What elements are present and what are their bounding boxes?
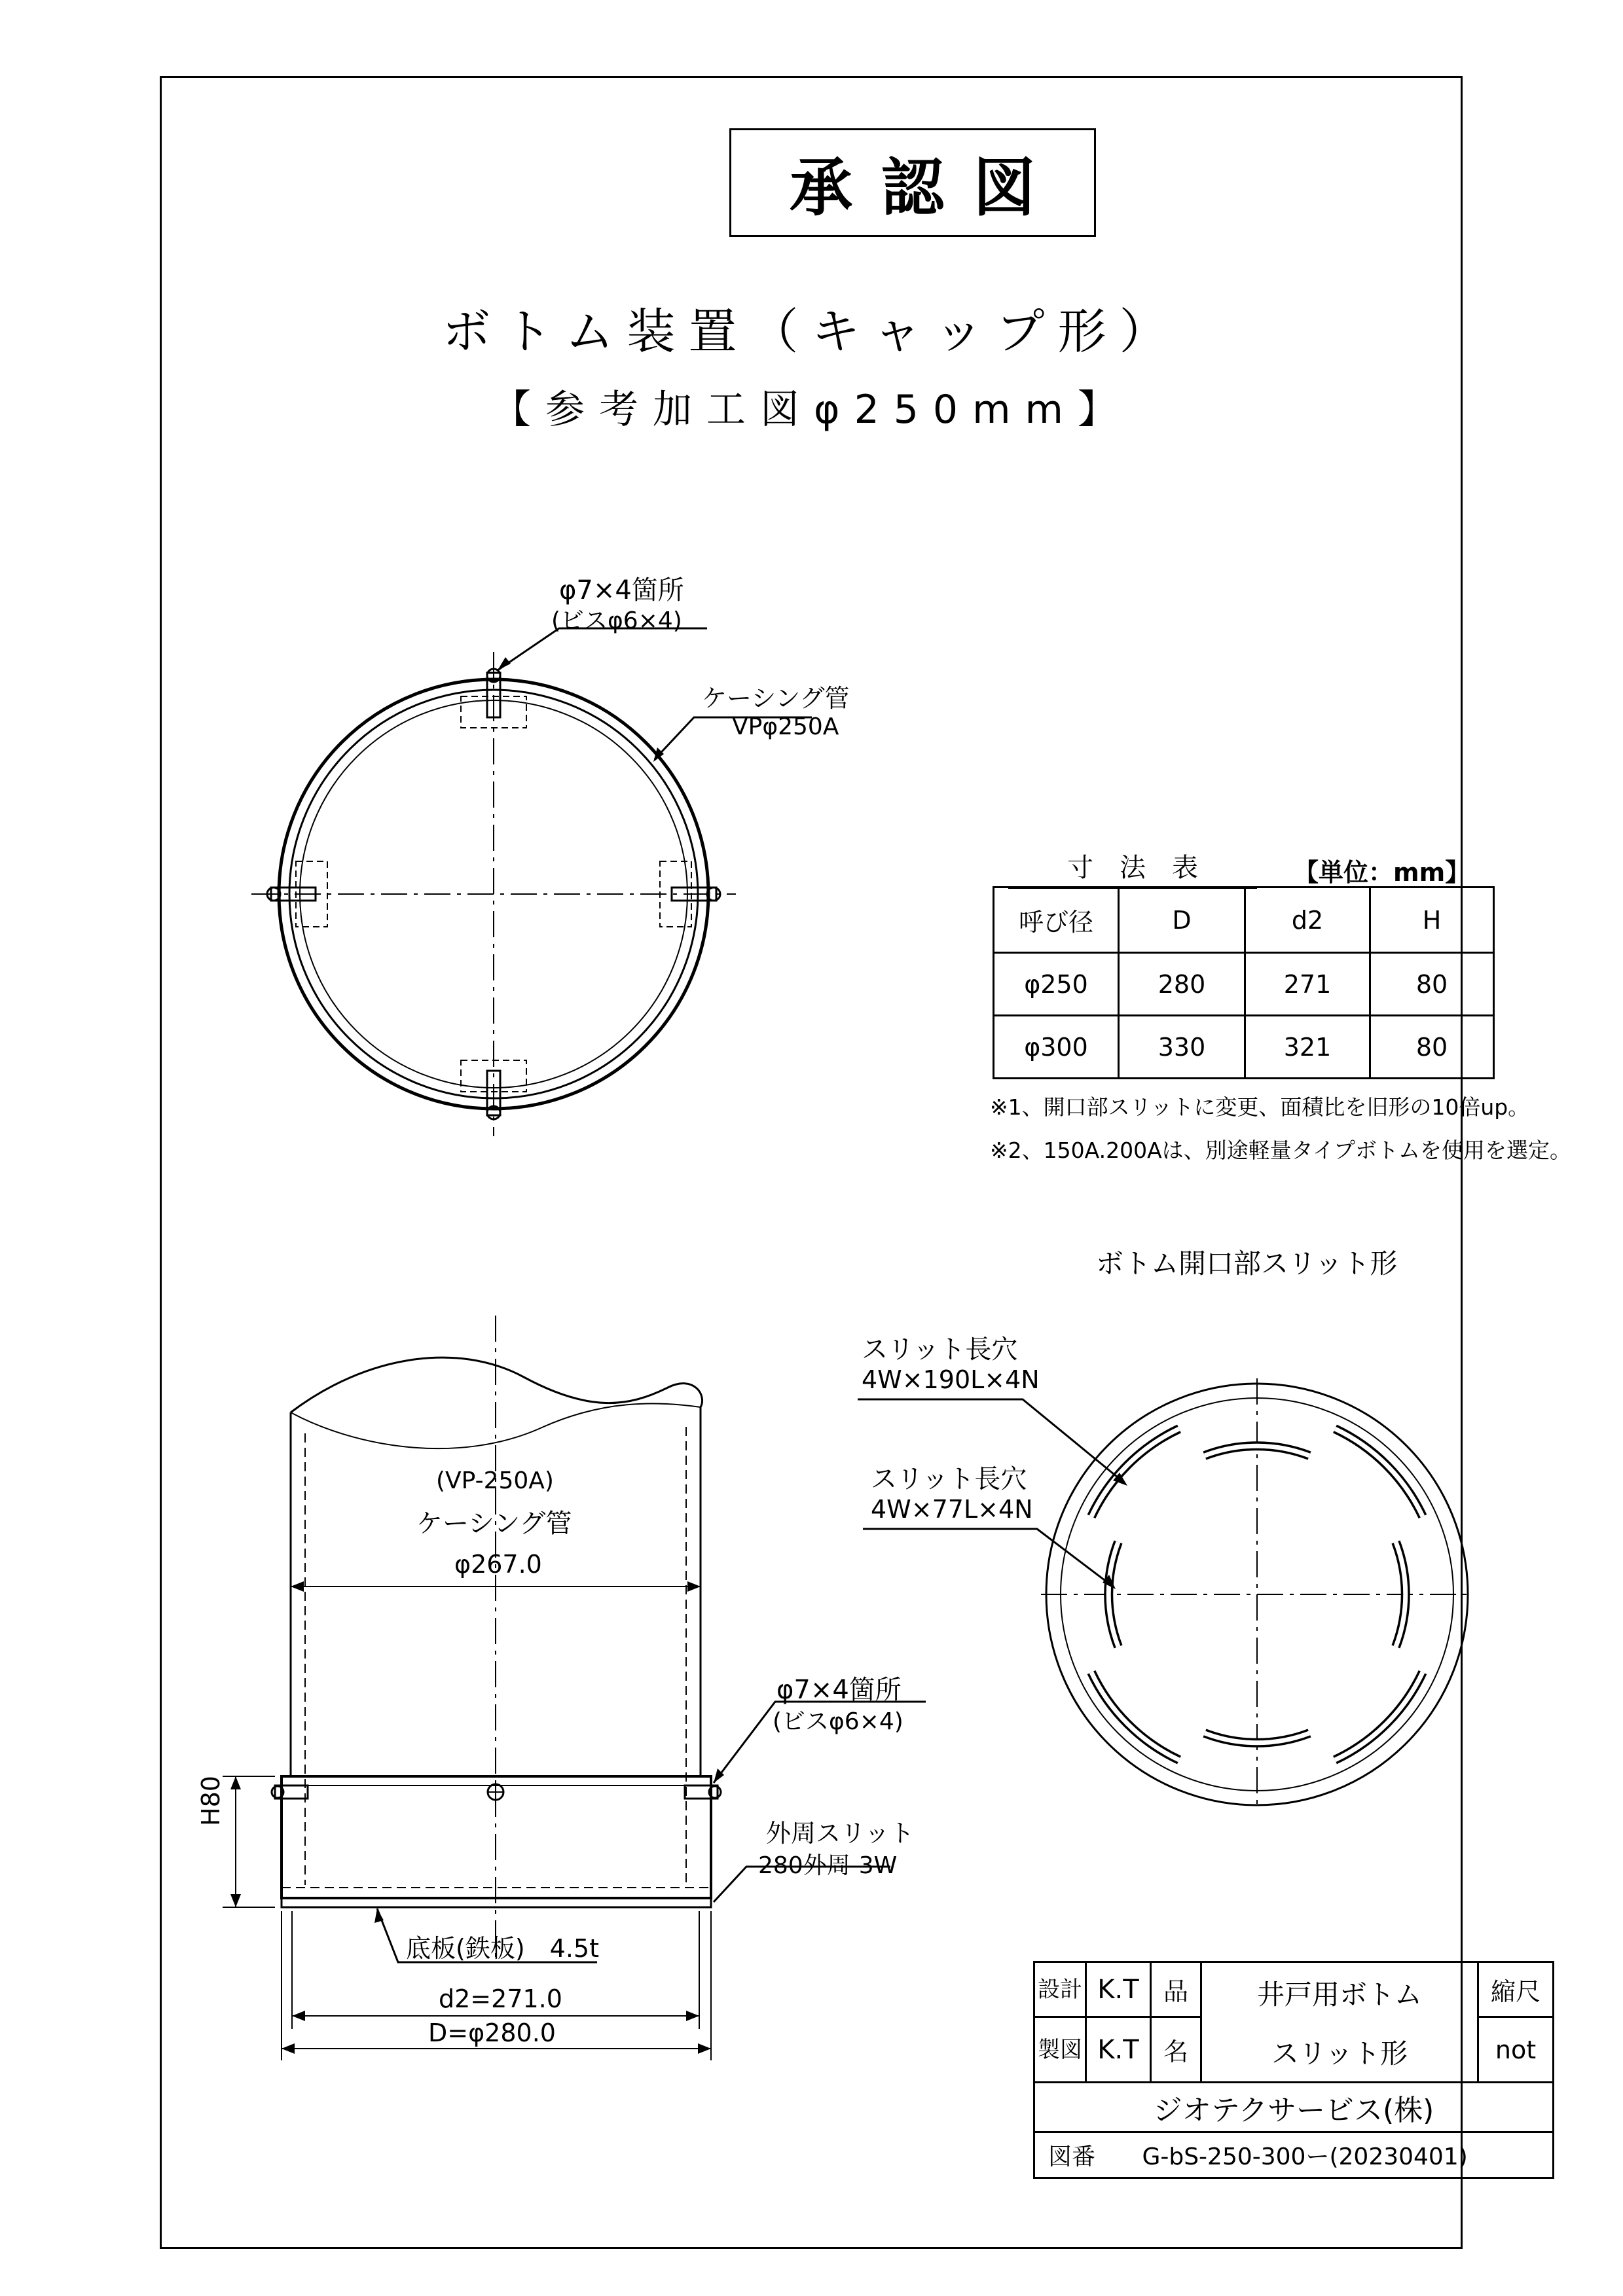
slit-short-size: 4W×77L×4N (871, 1495, 1033, 1524)
col-d2: d2 (1245, 888, 1370, 953)
col-H: H (1370, 888, 1494, 953)
product-name (1201, 1962, 1478, 2083)
bottom-view-title: ボトム開口部スリット形 (1096, 1247, 1398, 1280)
table-cell: φ300 (994, 1016, 1119, 1079)
drawing-no: G-bS-250-300ー(20230401) (1142, 2144, 1468, 2170)
table-cell: 80 (1370, 953, 1494, 1016)
drawn-label: 製図 (1034, 2017, 1086, 2083)
approval-stamp-title: 承認図 (729, 128, 1096, 237)
table-cell: 321 (1245, 1016, 1370, 1079)
drawing-subtitle: 【参考加工図φ250mm】 (492, 387, 1131, 433)
design-by: K.T (1086, 1962, 1151, 2017)
top-casing-label: ケーシング管 (702, 684, 850, 713)
design-label: 設計 (1034, 1962, 1086, 2017)
d2-dimension: d2=271.0 (439, 1984, 562, 2013)
col-D: D (1119, 888, 1245, 953)
top-screw-callout: (ビスφ6×4) (551, 607, 682, 634)
note-1: ※1、開口部スリットに変更、面積比を旧形の10倍up。 (990, 1094, 1530, 1120)
slit-long-size: 4W×190L×4N (862, 1365, 1040, 1394)
col-nominal: 呼び径 (994, 888, 1119, 953)
dimension-table-heading: 寸 法 表 (1008, 847, 1257, 889)
slit-long-label: スリット長穴 (862, 1335, 1018, 1365)
D-dimension: D=φ280.0 (428, 2018, 556, 2047)
product-label-2: 名 (1151, 2017, 1201, 2083)
outer-slit-spec: 280外周-3W (758, 1852, 898, 1879)
table-cell: φ250 (994, 953, 1119, 1016)
drawing-title: ボトム装置（キャップ形） (442, 304, 1181, 360)
side-pipe-diameter: φ267.0 (454, 1550, 542, 1579)
top-casing-size: VPφ250A (732, 713, 839, 740)
top-hole-callout: φ7×4箇所 (559, 575, 684, 605)
dimension-table-unit: 【単位：mm】 (1294, 858, 1470, 887)
table-cell: 280 (1119, 953, 1245, 1016)
bottom-plate-label: 底板(鉄板) 4.5t (406, 1934, 599, 1963)
title-block (1033, 1961, 1554, 2179)
note-2: ※2、150A.200Aは、別途軽量タイプボトムを使用を選定。 (990, 1138, 1572, 1163)
scale-value: not (1478, 2017, 1554, 2083)
drawing-no-label: 図番 (1048, 2144, 1096, 2170)
product-name-line2: スリット形 (1271, 2037, 1408, 2070)
side-hole-callout: φ7×4箇所 (776, 1675, 902, 1705)
product-name-line1: 井戸用ボトム (1256, 1978, 1422, 2011)
table-cell: 271 (1245, 953, 1370, 1016)
drawing-number-row (1034, 2132, 1554, 2178)
side-screw-callout: (ビスφ6×4) (773, 1708, 903, 1735)
outer-slit-label: 外周スリット (766, 1819, 915, 1848)
product-label-1: 品 (1151, 1962, 1201, 2017)
drawn-by: K.T (1086, 2017, 1151, 2083)
company-name: ジオテクサービス(株) (1034, 2083, 1554, 2132)
slit-short-label: スリット長穴 (871, 1464, 1027, 1494)
height-dimension: H80 (196, 1776, 225, 1826)
side-pipe-label: ケーシング管 (416, 1509, 572, 1539)
side-pipe-spec: (VP-250A) (436, 1467, 554, 1494)
table-cell: 80 (1370, 1016, 1494, 1079)
scale-label: 縮尺 (1478, 1962, 1554, 2017)
table-cell: 330 (1119, 1016, 1245, 1079)
